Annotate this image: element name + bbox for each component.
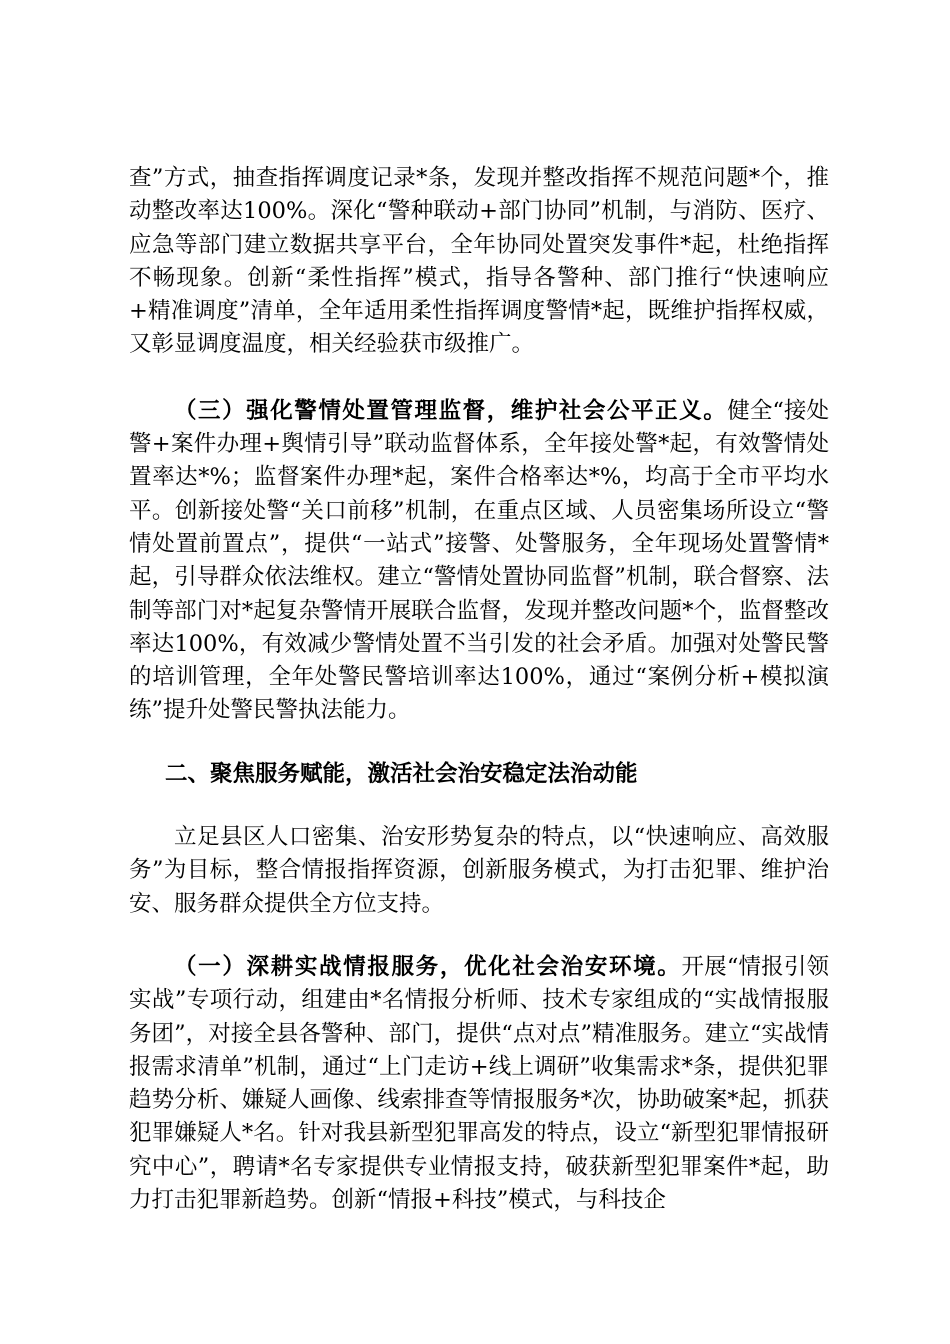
paragraph-intelligence-service bbox=[129, 951, 829, 1217]
paragraph-gap bbox=[129, 728, 829, 758]
paragraph-gap bbox=[129, 362, 829, 395]
section-heading-2: 二、聚焦服务赋能，激活社会治安稳定法治动能 bbox=[165, 760, 638, 787]
subsection-title-3: （三）强化警情处置管理监督，维护社会公平正义。 bbox=[174, 397, 728, 424]
paragraph-command-dispatch: 查”方式，抽查指挥调度记录*条，发现并整改指挥不规范问题*个，推动整改率达100%。深化“警种联动+部门协同”机制，与消防、医疗、应急等部门建立数据共享平台，全年协同处置突发事件*起，杜绝指挥不畅现象。创新“柔性指挥”模式，指导各警种、部门推行“快速响应+精准调度”清单，全年适用柔性指挥调度警情*起，既维护指挥权威，又彰显调度温度，相关经验获市级推广。 bbox=[129, 165, 829, 358]
subsection-title-1: （一）深耕实战情报服务，优化社会治安环境。 bbox=[174, 953, 682, 980]
paragraph-body: 健全“接处警+案件办理+舆情引导”联动监督体系，全年接处警*起，有效警情处置率达*%；监督案件办理*起，案件合格率达*%，均高于全市平均水平。创新接处警“关口前移”机制，在重点区域、人员密集场所设立“警情处置前置点”，提供“一站式”接警、处警服务，全年现场处置警情*起，引导群众依法维权。建立“警情处置协同监督”机制，联合督察、法制等部门对*起复杂警情开展联合监督，发现并整改问题*个，监督整改率达100%，有效减少警情处置不当引发的社会矛盾。加强对处警民警的培训管理，全年处警民警培训率达100%，通过“案例分析+模拟演练”提升处警民警执法能力。 bbox=[129, 397, 829, 724]
paragraph-gap bbox=[129, 921, 829, 951]
document-page bbox=[129, 162, 829, 1217]
paragraph-police-supervision bbox=[129, 395, 829, 728]
paragraph-body: 开展“情报引领实战”专项行动，组建由*名情报分析师、技术专家组成的“实战情报服务团”，对接全县各警种、部门，提供“点对点”精准服务。建立“实战情报需求清单”机制，通过“上门走访+线上调研”收集需求*条，提供犯罪趋势分析、嫌疑人画像、线索排查等情报服务*次，协助破案*起，抓获犯罪嫌疑人*名。针对我县新型犯罪高发的特点，设立“新型犯罪情报研究中心”，聘请*名专家提供专业情报支持，破获新型犯罪案件*起，助力打击犯罪新趋势。创新“情报+科技”模式，与科技企 bbox=[129, 953, 829, 1214]
paragraph-gap bbox=[129, 791, 829, 821]
paragraph-section-intro: 立足县区人口密集、治安形势复杂的特点，以“快速响应、高效服务”为目标，整合情报指挥资源，创新服务模式，为打击犯罪、维护治安、服务群众提供全方位支持。 bbox=[129, 824, 829, 917]
